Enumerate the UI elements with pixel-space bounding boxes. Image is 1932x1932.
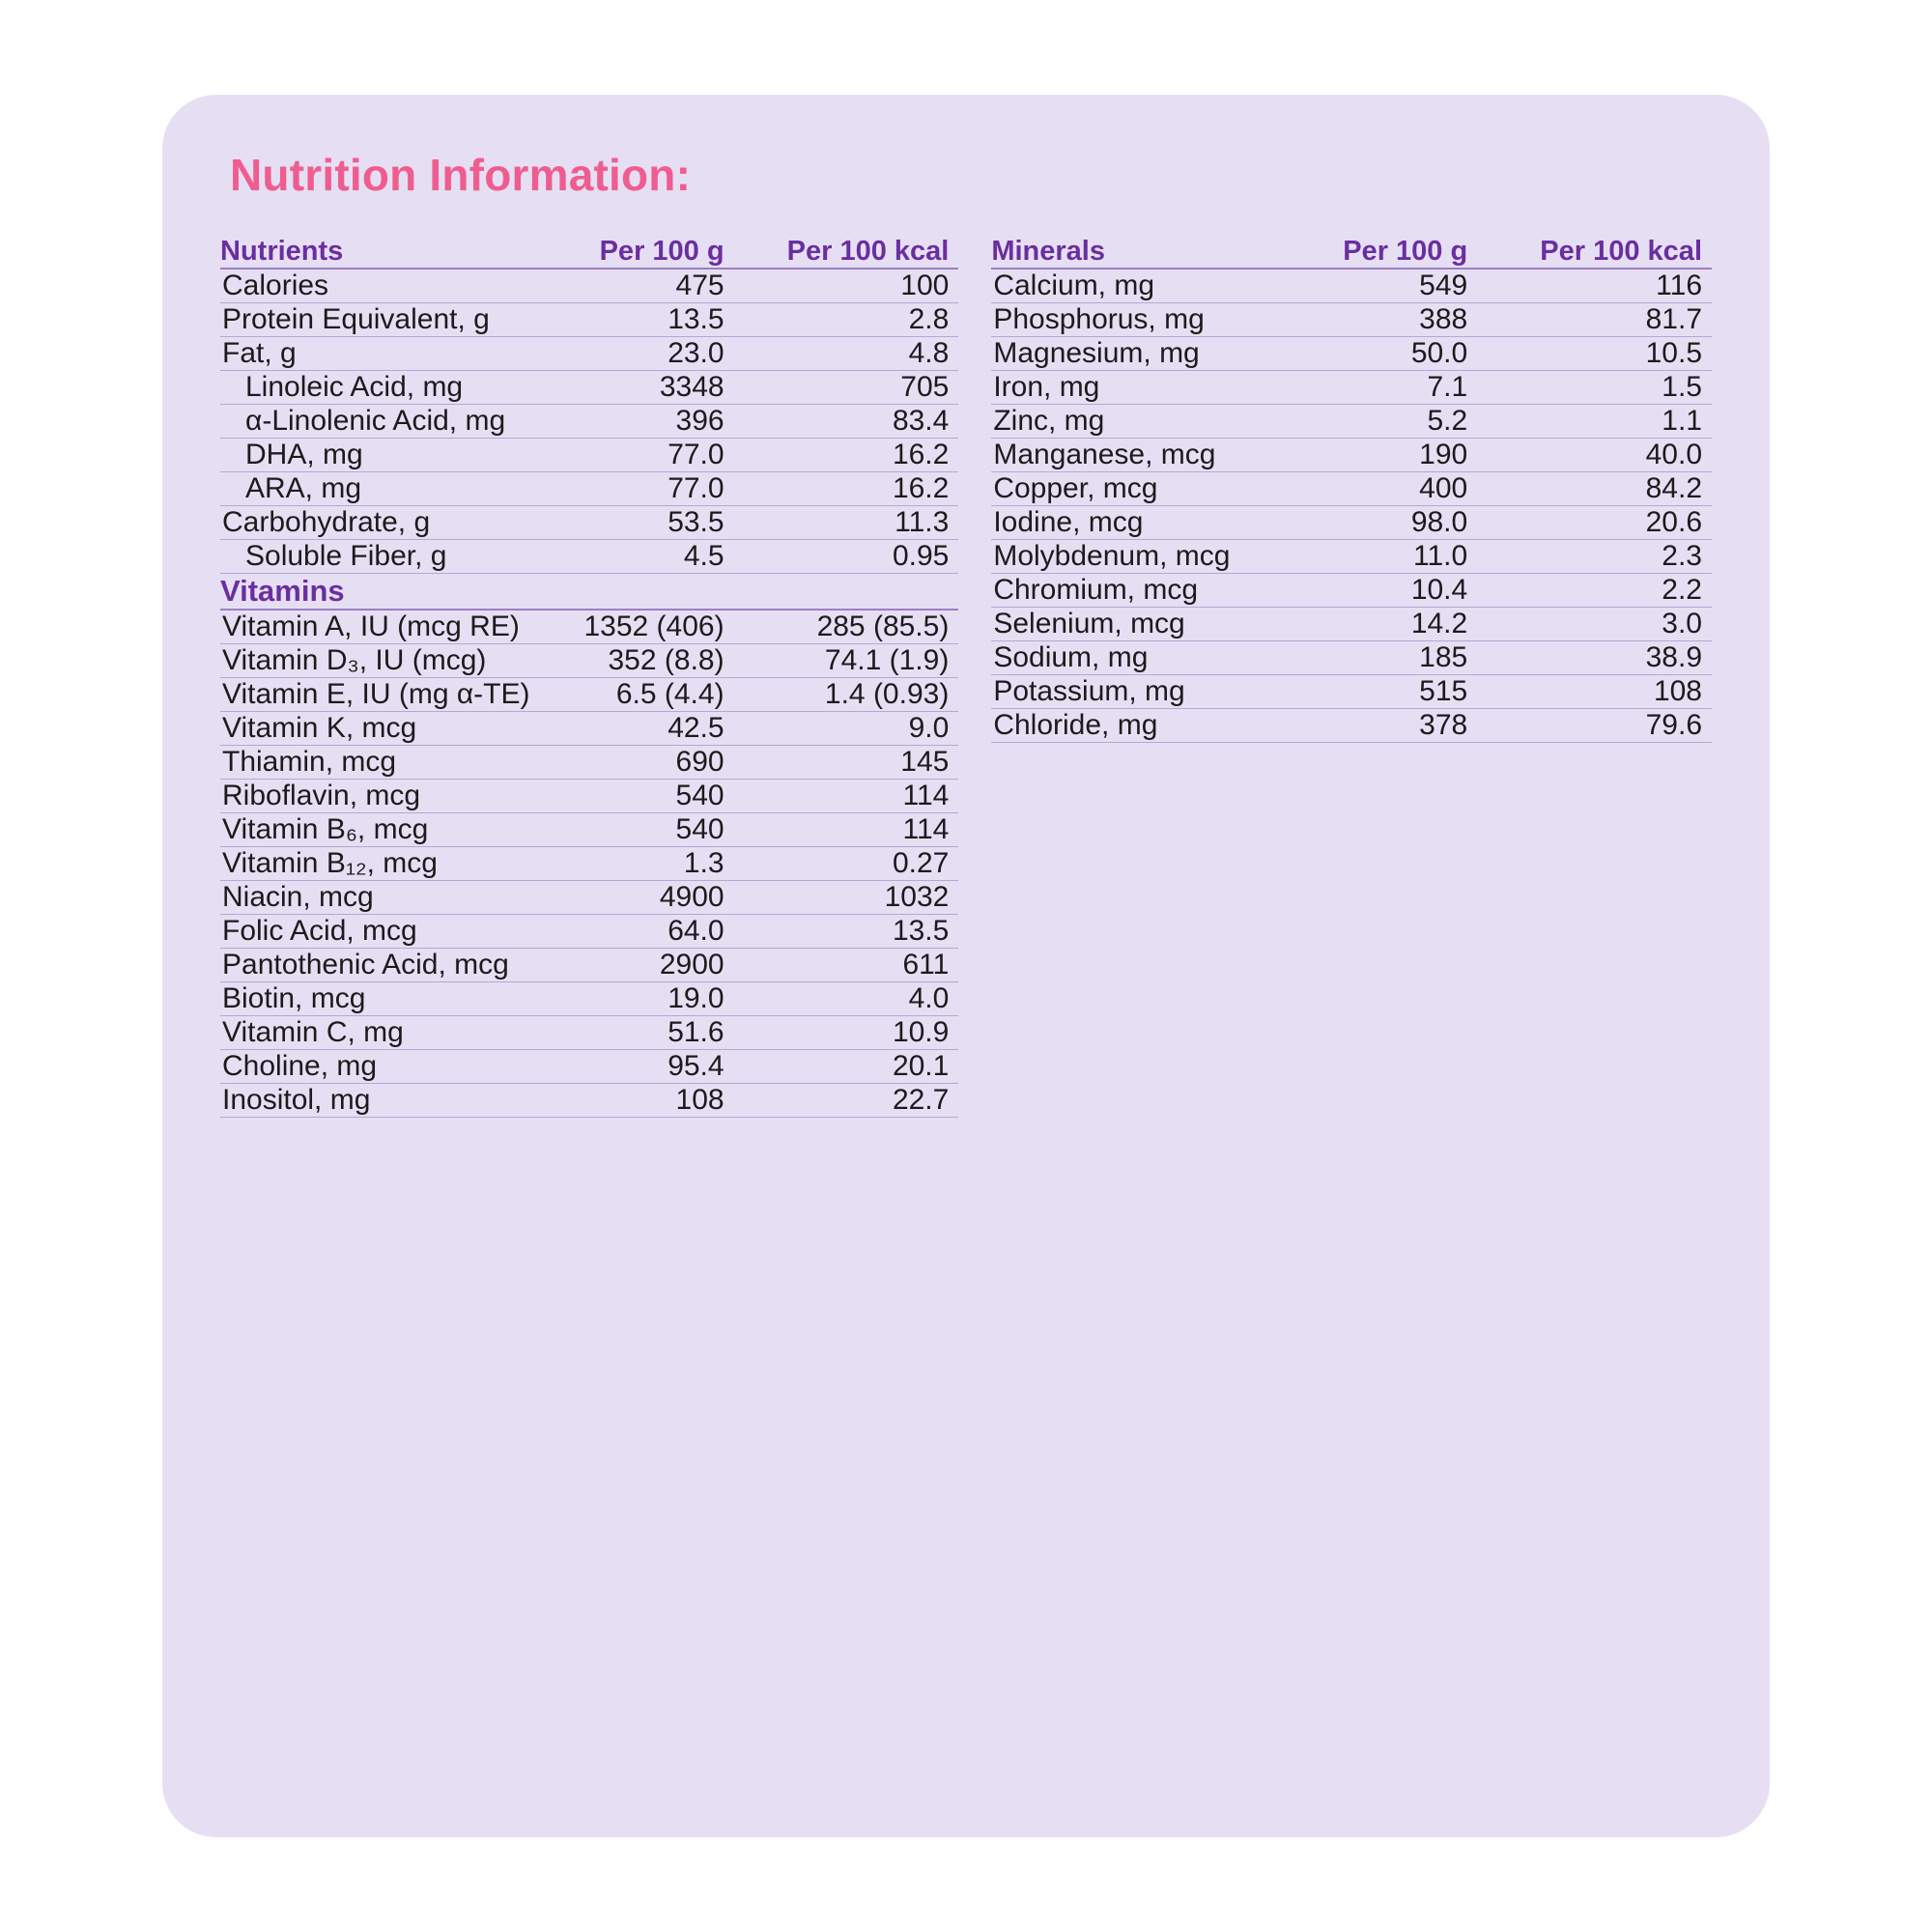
value-per-100g: 3348	[560, 371, 767, 405]
table-row	[991, 608, 1712, 641]
value-per-100kcal: 2.8	[767, 303, 959, 337]
table-row	[220, 506, 958, 540]
table-row	[220, 472, 958, 506]
value-per-100g: 42.5	[560, 712, 767, 746]
value-per-100kcal: 611	[767, 949, 959, 982]
value-per-100g: 11.0	[1308, 540, 1510, 574]
row-label: Riboflavin, mcg	[220, 780, 560, 813]
minerals-table-body	[991, 269, 1712, 743]
value-per-100g: 77.0	[560, 439, 767, 472]
table-row	[991, 709, 1712, 743]
value-per-100g: 4.5	[560, 540, 767, 574]
table-row	[991, 405, 1712, 439]
value-per-100g: 53.5	[560, 506, 767, 540]
value-per-100g: 14.2	[1308, 608, 1510, 641]
row-label: Iron, mg	[991, 371, 1308, 405]
value-per-100g: 540	[560, 780, 767, 813]
table-row	[220, 371, 958, 405]
nutrients-table-body	[220, 269, 958, 1118]
table-row	[220, 303, 958, 337]
row-label: Soluble Fiber, g	[220, 540, 560, 574]
table-row	[220, 949, 958, 982]
table-row	[220, 847, 958, 881]
value-per-100g: 352 (8.8)	[560, 644, 767, 678]
value-per-100g: 19.0	[560, 982, 767, 1016]
table-row	[991, 574, 1712, 608]
value-per-100g: 475	[560, 269, 767, 303]
row-label: Iodine, mcg	[991, 506, 1308, 540]
value-per-100g: 540	[560, 813, 767, 847]
value-per-100g: 190	[1308, 439, 1510, 472]
value-per-100kcal: 81.7	[1510, 303, 1712, 337]
row-label: Chromium, mcg	[991, 574, 1308, 608]
row-label: Linoleic Acid, mg	[220, 371, 560, 405]
row-label: Choline, mg	[220, 1050, 560, 1084]
value-per-100g: 23.0	[560, 337, 767, 371]
row-label: Vitamin C, mg	[220, 1016, 560, 1050]
value-per-100kcal: 22.7	[767, 1084, 959, 1118]
row-label: Potassium, mg	[991, 675, 1308, 709]
value-per-100kcal: 9.0	[767, 712, 959, 746]
tables-container	[220, 236, 1712, 1118]
table-row	[991, 337, 1712, 371]
column-header-per-100g: Per 100 g	[1308, 236, 1510, 269]
nutrients-table	[220, 236, 958, 1118]
value-per-100kcal: 705	[767, 371, 959, 405]
table-row	[991, 540, 1712, 574]
row-label: Vitamin A, IU (mcg RE)	[220, 610, 560, 644]
table-row	[991, 439, 1712, 472]
row-label: Folic Acid, mcg	[220, 915, 560, 949]
column-header-nutrients: Nutrients	[220, 236, 560, 269]
table-row	[991, 506, 1712, 540]
row-label: Vitamin B₁₂, mcg	[220, 847, 560, 881]
value-per-100g: 10.4	[1308, 574, 1510, 608]
row-label: Biotin, mcg	[220, 982, 560, 1016]
table-row	[991, 675, 1712, 709]
value-per-100g: 2900	[560, 949, 767, 982]
table-row	[220, 746, 958, 780]
value-per-100kcal: 4.8	[767, 337, 959, 371]
value-per-100g: 690	[560, 746, 767, 780]
row-label: Protein Equivalent, g	[220, 303, 560, 337]
value-per-100g: 50.0	[1308, 337, 1510, 371]
value-per-100kcal: 1032	[767, 881, 959, 915]
table-row	[220, 1084, 958, 1118]
row-label: DHA, mg	[220, 439, 560, 472]
value-per-100g: 396	[560, 405, 767, 439]
row-label: Carbohydrate, g	[220, 506, 560, 540]
value-per-100kcal: 38.9	[1510, 641, 1712, 675]
section-header-label: Vitamins	[220, 574, 958, 611]
nutrients-column	[220, 236, 958, 1118]
value-per-100kcal: 11.3	[767, 506, 959, 540]
row-label: Inositol, mg	[220, 1084, 560, 1118]
row-label: Magnesium, mg	[991, 337, 1308, 371]
value-per-100kcal: 116	[1510, 269, 1712, 303]
value-per-100g: 388	[1308, 303, 1510, 337]
row-label: Phosphorus, mg	[991, 303, 1308, 337]
minerals-table	[991, 236, 1712, 743]
table-row	[220, 982, 958, 1016]
table-row	[220, 644, 958, 678]
value-per-100g: 1.3	[560, 847, 767, 881]
table-row	[991, 303, 1712, 337]
value-per-100kcal: 40.0	[1510, 439, 1712, 472]
value-per-100g: 1352 (406)	[560, 610, 767, 644]
table-row	[220, 678, 958, 712]
row-label: Copper, mcg	[991, 472, 1308, 506]
value-per-100kcal: 114	[767, 780, 959, 813]
row-label: Manganese, mcg	[991, 439, 1308, 472]
row-label: Pantothenic Acid, mcg	[220, 949, 560, 982]
table-header-row	[220, 236, 958, 269]
table-row	[220, 712, 958, 746]
value-per-100kcal: 83.4	[767, 405, 959, 439]
table-row	[220, 1016, 958, 1050]
value-per-100kcal: 1.1	[1510, 405, 1712, 439]
table-header-row	[991, 236, 1712, 269]
row-label: Chloride, mg	[991, 709, 1308, 743]
value-per-100g: 51.6	[560, 1016, 767, 1050]
value-per-100kcal: 20.6	[1510, 506, 1712, 540]
value-per-100kcal: 108	[1510, 675, 1712, 709]
value-per-100g: 77.0	[560, 472, 767, 506]
value-per-100g: 549	[1308, 269, 1510, 303]
value-per-100kcal: 2.3	[1510, 540, 1712, 574]
value-per-100kcal: 16.2	[767, 439, 959, 472]
table-row	[220, 540, 958, 574]
value-per-100kcal: 84.2	[1510, 472, 1712, 506]
value-per-100g: 108	[560, 1084, 767, 1118]
row-label: Calories	[220, 269, 560, 303]
section-header-vitamins	[220, 574, 958, 611]
value-per-100g: 13.5	[560, 303, 767, 337]
table-row	[220, 1050, 958, 1084]
table-row	[220, 337, 958, 371]
row-label: Zinc, mg	[991, 405, 1308, 439]
page-title: Nutrition Information:	[230, 150, 692, 200]
value-per-100g: 7.1	[1308, 371, 1510, 405]
value-per-100g: 378	[1308, 709, 1510, 743]
value-per-100g: 4900	[560, 881, 767, 915]
row-label: Niacin, mcg	[220, 881, 560, 915]
value-per-100kcal: 79.6	[1510, 709, 1712, 743]
value-per-100kcal: 20.1	[767, 1050, 959, 1084]
value-per-100kcal: 10.5	[1510, 337, 1712, 371]
column-header-minerals: Minerals	[991, 236, 1308, 269]
table-row	[220, 915, 958, 949]
column-header-per-100kcal: Per 100 kcal	[1510, 236, 1712, 269]
table-row	[220, 439, 958, 472]
value-per-100kcal: 100	[767, 269, 959, 303]
table-row	[220, 881, 958, 915]
row-label: Selenium, mcg	[991, 608, 1308, 641]
value-per-100kcal: 4.0	[767, 982, 959, 1016]
row-label: Vitamin D₃, IU (mcg)	[220, 644, 560, 678]
column-header-per-100kcal: Per 100 kcal	[767, 236, 959, 269]
value-per-100kcal: 16.2	[767, 472, 959, 506]
value-per-100kcal: 13.5	[767, 915, 959, 949]
value-per-100g: 98.0	[1308, 506, 1510, 540]
table-row	[991, 371, 1712, 405]
value-per-100kcal: 1.5	[1510, 371, 1712, 405]
value-per-100kcal: 285 (85.5)	[767, 610, 959, 644]
value-per-100kcal: 145	[767, 746, 959, 780]
value-per-100g: 95.4	[560, 1050, 767, 1084]
value-per-100g: 5.2	[1308, 405, 1510, 439]
table-row	[220, 269, 958, 303]
row-label: Vitamin B₆, mcg	[220, 813, 560, 847]
row-label: Vitamin K, mcg	[220, 712, 560, 746]
value-per-100kcal: 3.0	[1510, 608, 1712, 641]
value-per-100kcal: 114	[767, 813, 959, 847]
value-per-100kcal: 74.1 (1.9)	[767, 644, 959, 678]
row-label: α-Linolenic Acid, mg	[220, 405, 560, 439]
table-row	[991, 472, 1712, 506]
minerals-column	[991, 236, 1712, 743]
row-label: Calcium, mg	[991, 269, 1308, 303]
value-per-100g: 64.0	[560, 915, 767, 949]
value-per-100kcal: 10.9	[767, 1016, 959, 1050]
row-label: ARA, mg	[220, 472, 560, 506]
value-per-100kcal: 0.95	[767, 540, 959, 574]
row-label: Vitamin E, IU (mg α-TE)	[220, 678, 560, 712]
nutrition-information-panel	[162, 95, 1770, 1837]
value-per-100kcal: 2.2	[1510, 574, 1712, 608]
table-row	[991, 269, 1712, 303]
value-per-100kcal: 1.4 (0.93)	[767, 678, 959, 712]
row-label: Sodium, mg	[991, 641, 1308, 675]
value-per-100kcal: 0.27	[767, 847, 959, 881]
table-row	[220, 813, 958, 847]
value-per-100g: 185	[1308, 641, 1510, 675]
table-row	[220, 610, 958, 644]
value-per-100g: 6.5 (4.4)	[560, 678, 767, 712]
column-header-per-100g: Per 100 g	[560, 236, 767, 269]
table-row	[220, 405, 958, 439]
row-label: Molybdenum, mcg	[991, 540, 1308, 574]
value-per-100g: 515	[1308, 675, 1510, 709]
row-label: Fat, g	[220, 337, 560, 371]
row-label: Thiamin, mcg	[220, 746, 560, 780]
table-row	[991, 641, 1712, 675]
value-per-100g: 400	[1308, 472, 1510, 506]
table-row	[220, 780, 958, 813]
